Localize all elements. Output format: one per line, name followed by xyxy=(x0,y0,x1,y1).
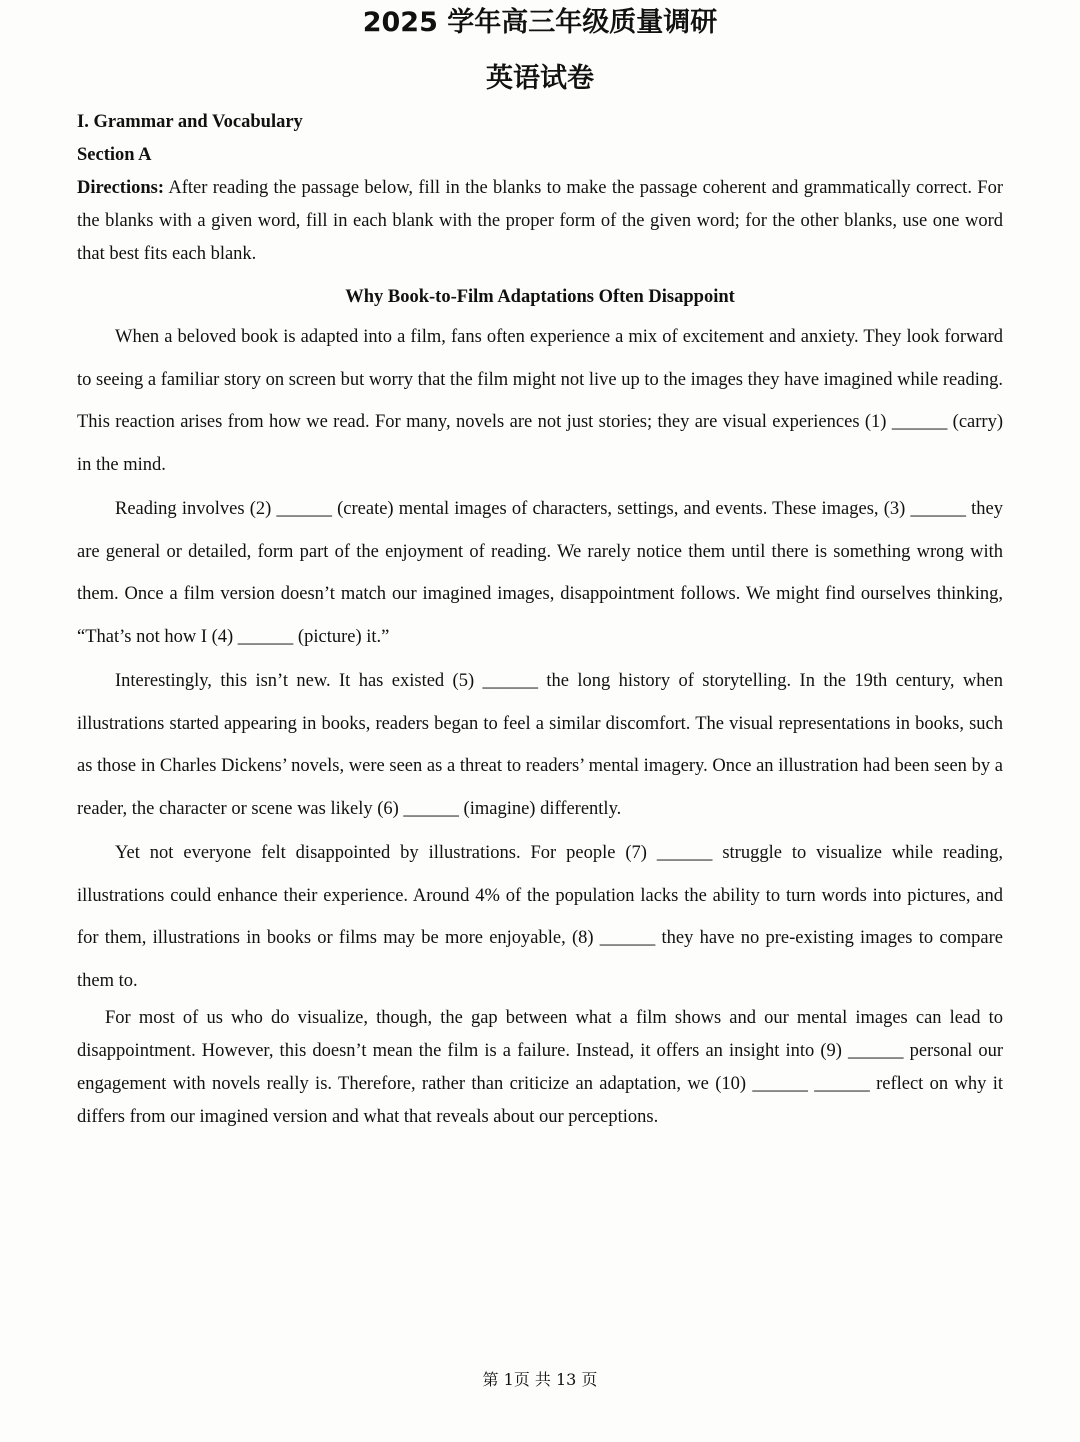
passage-title: Why Book-to-Film Adaptations Often Disappoint xyxy=(345,287,735,307)
exam-content xyxy=(77,106,1003,1134)
passage-paragraph-3: Interestingly, this isn’t new. It has existed (5) ______ the long history of storytelling. In the 19th century, when illustrations started appearing in books, readers began to feel a similar discomfort. The visual representations in books, such as those in Charles Dickens’ novels, were seen as a threat to readers’ mental imagery. Once an illustration had been seen by a reader, the character or scene was likely (6) ______ (imagine) differently. xyxy=(77,671,1003,819)
part-heading: I. Grammar and Vocabulary xyxy=(77,112,303,132)
directions-text: After reading the passage below, fill in the blanks to make the passage coherent and grammatically correct. For the blanks with a given word, fill in each blank with the proper form of the given word; for the other blanks, use one word that best fits each blank. xyxy=(77,178,1004,264)
passage-paragraph-1: When a beloved book is adapted into a film, fans often experience a mix of excitement and anxiety. They look forward to seeing a familiar story on screen but worry that the film might not live up to the images they have imagined while reading. This reaction arises from how we read. For many, novels are not just stories; they are visual experiences (1) ______ (carry) in the mind. xyxy=(77,327,1003,475)
section-heading: Section A xyxy=(77,145,152,165)
passage-paragraph-2: Reading involves (2) ______ (create) mental images of characters, settings, and events. These images, (3) ______ they are general or detailed, form part of the enjoyment of reading. We rarely notice them until there is something wrong with them. Once a film version doesn’t match our imagined images, disappointment follows. We might find ourselves thinking, “That’s not how I (4) ______ (picture) it.” xyxy=(77,499,1003,647)
directions-label: Directions: xyxy=(77,178,164,198)
passage-paragraph-4: Yet not everyone felt disappointed by illustrations. For people (7) ______ struggle to visualize while reading, illustrations could enhance their experience. Around 4% of the population lacks the ability to turn words into pictures, and for them, illustrations in books or films may be more enjoyable, (8) ______ they have no pre-existing images to compare them to. xyxy=(77,843,1003,991)
passage-paragraph-5: For most of us who do visualize, though, the gap between what a film shows and our mental images can lead to disappointment. However, this doesn’t mean the film is a failure. Instead, it offers an insight into (9) ______ personal our engagement with novels really is. Therefore, rather than criticize an adaptation, we (10) ______ ______ reflect on why it differs from our imagined version and what that reveals about our perceptions. xyxy=(77,1008,1003,1127)
exam-subtitle: 英语试卷 xyxy=(486,63,594,94)
directions xyxy=(77,172,1003,271)
exam-title: 2025 学年高三年级质量调研 xyxy=(362,7,718,38)
page-number: 第 1页 共 13 页 xyxy=(482,1370,598,1389)
